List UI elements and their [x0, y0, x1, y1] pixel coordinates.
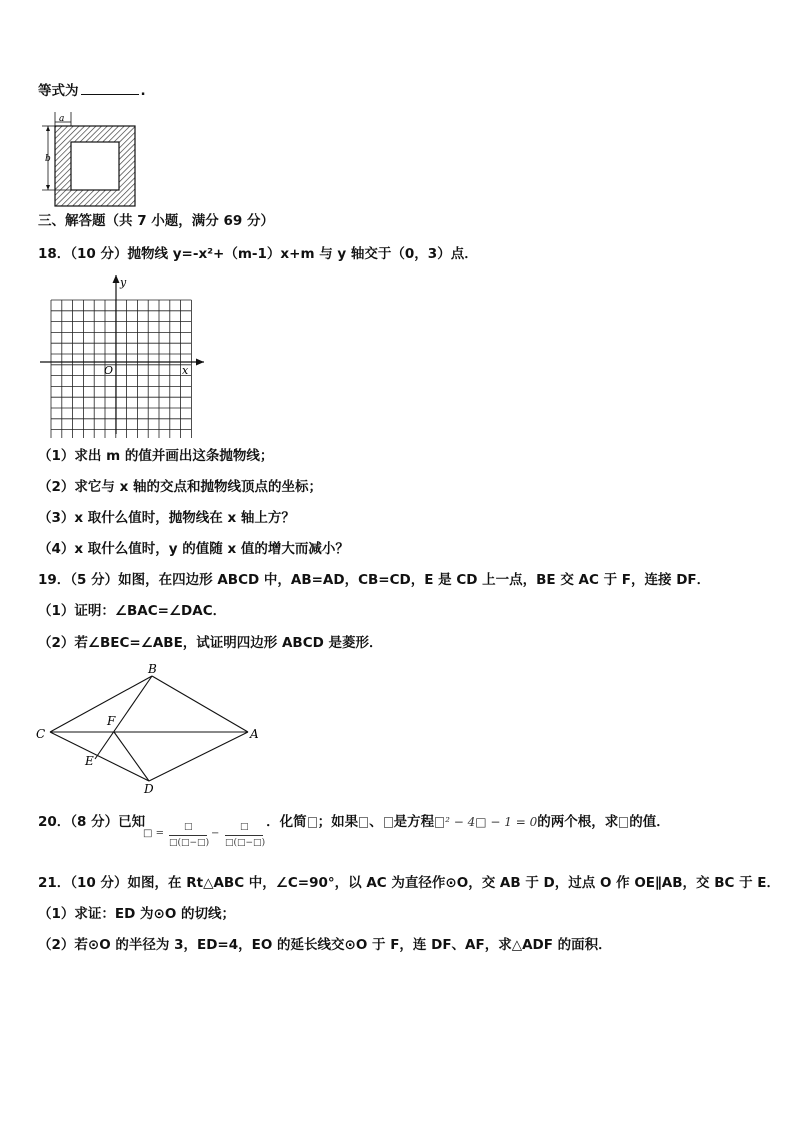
q20-suffix: 的两个根，求 — [537, 814, 619, 830]
label-b: b — [45, 154, 51, 164]
q17-tail — [38, 82, 146, 100]
inner-square — [71, 142, 119, 190]
x-axis-label: x — [182, 364, 189, 377]
formula-den-1: □(□−□) — [169, 838, 210, 848]
q20-comma: 、 — [369, 814, 383, 830]
y-axis-arrow — [113, 275, 120, 283]
placeholder-symbol — [359, 817, 368, 828]
q18-part-2: （2）求它与 x 轴的交点和抛物线顶点的坐标； — [38, 479, 323, 495]
placeholder-symbol — [435, 817, 444, 828]
q20-roots-text: 是方程 — [393, 814, 435, 830]
y-axis-label: y — [120, 276, 127, 289]
q20-line — [38, 813, 670, 831]
formula-den-2: □(□−□) — [225, 838, 266, 848]
q19-part-2: （2）若∠BEC=∠ABE，试证明四边形 ABCD 是菱形． — [38, 635, 383, 651]
q20-prefix: 20．（8 分）已知 — [38, 814, 146, 830]
label-a: a — [59, 114, 65, 124]
q20-formula — [143, 818, 268, 854]
q20-middle: ．化简 — [266, 814, 307, 830]
fraction-bar-1 — [169, 835, 207, 836]
answer-blank — [81, 82, 139, 95]
formula-num-2: □ — [240, 822, 249, 832]
q20-end: 的值． — [629, 814, 670, 830]
formula-num-1: □ — [184, 822, 193, 832]
point-D: D — [144, 782, 154, 796]
point-B: B — [148, 662, 157, 676]
placeholder-symbol — [384, 817, 393, 828]
point-C: C — [36, 727, 46, 741]
placeholder-symbol — [619, 817, 628, 828]
point-A: A — [250, 727, 259, 741]
q18-part-3: （3）x 取什么值时，抛物线在 x 轴上方？ — [38, 510, 295, 526]
q21-part-1: （1）求证：ED 为⊙O 的切线； — [38, 906, 236, 922]
placeholder-symbol — [308, 817, 317, 828]
point-F: F — [107, 714, 116, 728]
q21-part-2: （2）若⊙O 的半径为 3，ED=4，EO 的延长线交⊙O 于 F，连 DF、AF，求△ADF 的面积． — [38, 937, 612, 953]
point-E: E — [85, 754, 94, 768]
q18-part-4: （4）x 取什么值时，y 的值随 x 值的增大而减小？ — [38, 541, 349, 557]
coordinate-grid — [36, 272, 208, 438]
section-title: 三、解答题（共 7 小题，满分 69 分） — [38, 213, 274, 229]
fraction-bar-2 — [225, 835, 263, 836]
q17-text: 等式为 — [38, 83, 79, 99]
q21-stem: 21．（10 分）如图，在 Rt△ABC 中，∠C=90°，以 AC 为直径作⊙O，交 AB 于 D，过点 O 作 OE∥AB，交 BC 于 E． — [38, 875, 781, 891]
q20-equation: ² − 4□ − 1 = 0 — [445, 815, 538, 829]
x-axis-arrow — [196, 359, 204, 366]
q18-part-1: （1）求出 m 的值并画出这条抛物线； — [38, 448, 274, 464]
origin-label: O — [104, 364, 114, 377]
formula-minus: − — [211, 828, 220, 839]
q19-stem: 19．（5 分）如图，在四边形 ABCD 中，AB=AD，CB=CD，E 是 CD 上一点，BE 交 AC 于 F，连接 DF． — [38, 572, 711, 588]
formula-lhs: □ = — [143, 828, 165, 839]
square-frame-figure — [38, 110, 138, 208]
q20-if: ；如果 — [317, 814, 359, 830]
q19-part-1: （1）证明：∠BAC=∠DAC． — [38, 603, 227, 619]
quadrilateral-figure — [34, 662, 264, 798]
q18-stem: 18．（10 分）抛物线 y=-x²+（m-1）x+m 与 y 轴交于（0，3）点． — [38, 246, 478, 262]
q17-end: . — [140, 83, 146, 99]
